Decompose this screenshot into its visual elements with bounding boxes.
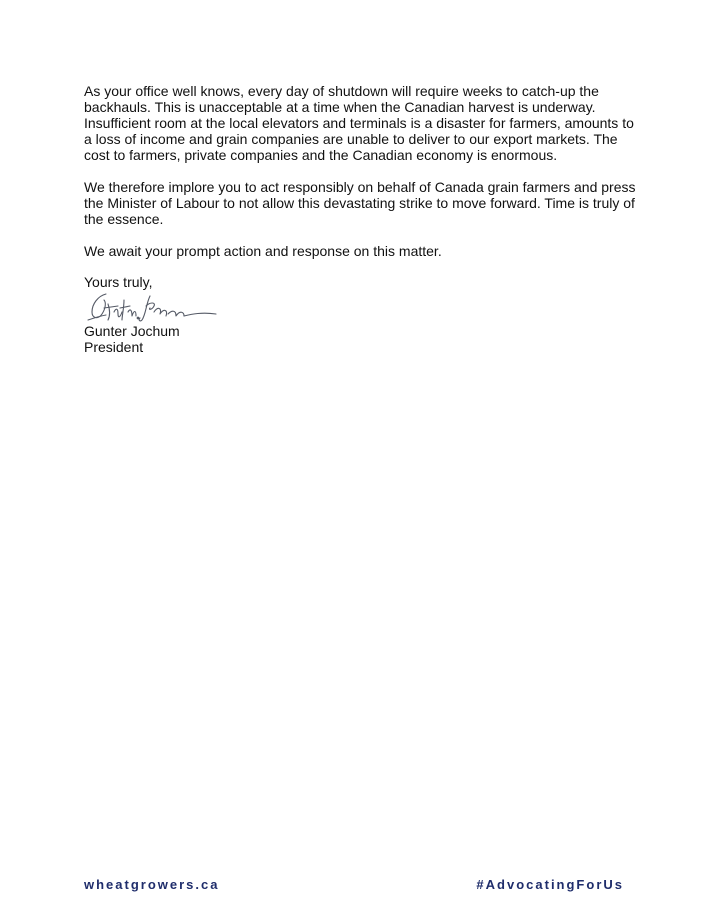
letter-closing: Yours truly, (84, 274, 153, 290)
footer-hashtag: #AdvocatingForUs (476, 877, 624, 892)
paragraph-await-response: We await your prompt action and response on this matter. (84, 243, 442, 259)
letter-body (84, 83, 644, 275)
handwritten-signature (84, 290, 224, 324)
footer-website-link[interactable]: wheatgrowers.ca (84, 877, 220, 892)
paragraph-request-action: We therefore implore you to act responsibly on behalf of Canada grain farmers and press the Minister of Labour to not allow this devastating strike to move forward. Time is truly of the essence. (84, 179, 636, 227)
signer-title: President (84, 339, 144, 355)
signer-name: Gunter Jochum (84, 323, 180, 339)
paragraph-shutdown-impact: As your office well knows, every day of shutdown will require weeks to catch-up the backhauls. This is unacceptable at a time when the Canadian harvest is underway. Insufficient room at the local elevators and terminals is a disaster for farmers, amounts to a loss of income and grain companies are unable to deliver to our export markets. The cost to farmers, private companies and the Canadian economy is enormous. (84, 83, 634, 163)
signer-block (84, 323, 180, 355)
